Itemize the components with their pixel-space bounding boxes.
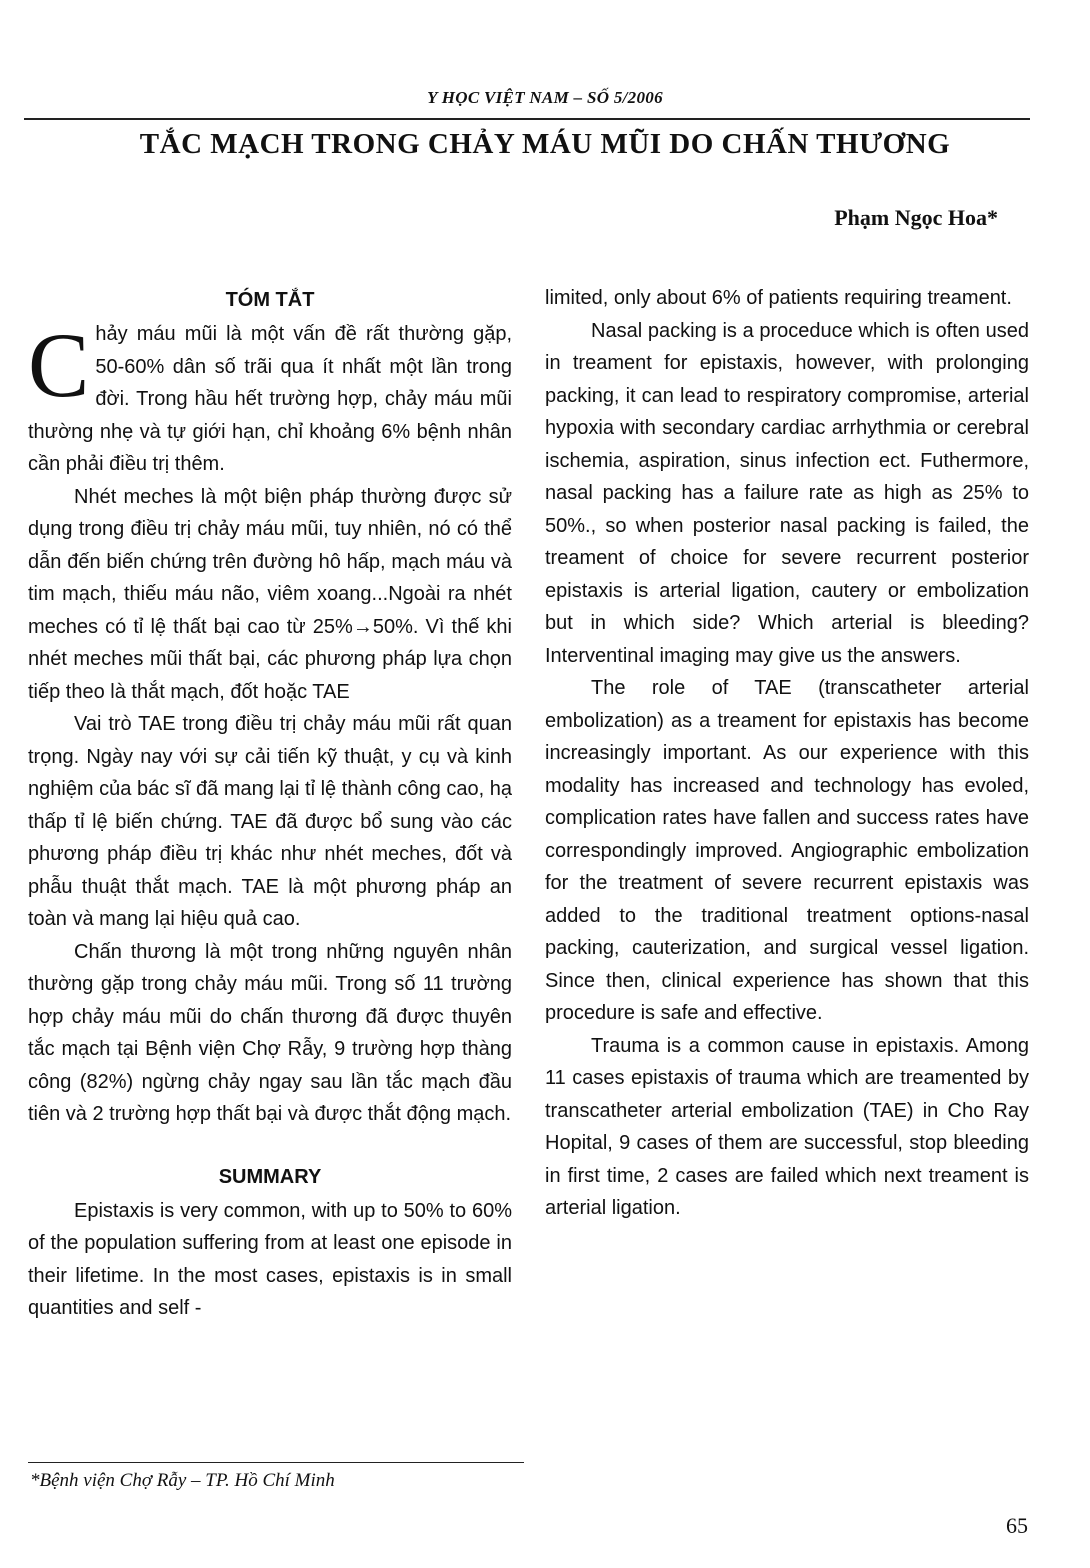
summary-paragraph-3: The role of TAE (transcatheter arterial embolization) as a treament for epistaxis has become increasingly important. As our experience with this modality has increased and technology has evoled, complication rates have fallen and success rates have correspondingly improved. Angiographic embolization for the treatment of severe recurrent epistaxis was added to the traditional treatment options-nasal packing, cauterization, and surgical vessel ligation. Since then, clinical experience has shown that this procedure is safe and effective. — [545, 677, 1029, 1024]
footnote-rule — [28, 1462, 524, 1463]
right-column — [545, 282, 1029, 1225]
summary-paragraph-1-continued: limited, only about 6% of patients requiring treament. — [545, 287, 1012, 309]
drop-cap: C — [28, 314, 90, 416]
article-title: TẮC MẠCH TRONG CHẢY MÁU MŨI DO CHẤN THƯƠNG — [139, 128, 951, 160]
tomtat-paragraph-2: Nhét meches là một biện pháp thường được sử dụng trong điều trị chảy máu mũi, tuy nhiên, nó có thể dẫn đến biến chứng trên đường hô hấp, mạch máu và tim mạch, thiếu máu não, viêm xoang...Ngoài ra nhét meches có tỉ lệ thất bại cao từ 25%→50%. Vì thế khi nhét meches mũi thất bại, các phương pháp lựa chọn tiếp theo là thắt mạch, đốt hoặc TAE — [28, 485, 512, 703]
tomtat-heading: TÓM TẮT — [225, 289, 315, 311]
header-rule — [24, 118, 1030, 120]
tomtat-paragraph-1-text: hảy máu mũi là một vấn đề rất thường gặp, 50-60% dân số trãi qua ít nhất một lần trong đời. Trong hầu hết trường hợp, chảy máu mũi thường nhẹ và tự giới hạn, chỉ khoảng 6% bệnh nhân cần phải điều trị thêm. — [28, 323, 512, 475]
footnote: *Bệnh viện Chợ Rẫy – TP. Hồ Chí Minh — [30, 1470, 335, 1491]
tomtat-paragraph-3: Vai trò TAE trong điều trị chảy máu mũi rất quan trọng. Ngày nay với sự cải tiến kỹ thuật, y cụ và kinh nghiệm của bác sĩ đã mang lại tỉ lệ thành công cao, hạ thấp tỉ lệ biến chứng. TAE đã được bổ sung vào các phương pháp điều trị khác như nhét meches, đốt và phẫu thuật thắt mạch. TAE là một phương pháp an toàn và mang lại hiệu quả cao. — [28, 713, 512, 930]
page-number: 65 — [1006, 1513, 1028, 1538]
summary-paragraph-1: Epistaxis is very common, with up to 50% to 60% of the population suffering from at least one episode in their lifetime. In the most cases, epistaxis is in small quantities and self - — [28, 1199, 512, 1319]
tomtat-paragraph-4: Chấn thương là một trong những nguyên nhân thường gặp trong chảy máu mũi. Trong số 11 trường hợp chảy máu mũi do chấn thương đã được thuyên tắc mạch tại Bệnh viện Chợ Rẫy, 9 trường hợp thàng công (82%) ngừng chảy ngay sau lần tắc mạch đầu tiên và 2 trường hợp thất bại và được thắt động mạch. — [28, 940, 512, 1125]
summary-paragraph-4: Trauma is a common cause in epistaxis. Among 11 cases epistaxis of trauma which are treamented by transcatheter arterial embolization (TAE) in Cho Ray Hopital, 9 cases of them are successful, stop bleeding in first time, 2 cases are failed which next treament is arterial ligation. — [545, 1034, 1029, 1219]
section-spacer — [28, 1131, 512, 1159]
summary-paragraph-2: Nasal packing is a proceduce which is often used in treament for epistaxis, however, with prolonging packing, it can lead to respiratory compromise, arterial hypoxia with secondary cardiac arrhythmia or cerebral ischemia, aspiration, sinus infection ect. Futhermore, nasal packing has a failure rate as high as 25% to 50%., so when posterior nasal packing is failed, the treament of choice for severe recurrent posterior epistaxis is arterial ligation, cautery or embolization but in which side? Which arterial is bleeding? Interventinal imaging may give us the answers. — [545, 319, 1029, 667]
author: Phạm Ngọc Hoa* — [834, 205, 998, 230]
left-column — [28, 282, 512, 1325]
tomtat-paragraph-1 — [28, 314, 512, 481]
summary-heading: SUMMARY — [218, 1165, 322, 1188]
running-head: Y HỌC VIỆT NAM – SỐ 5/2006 — [427, 88, 663, 107]
